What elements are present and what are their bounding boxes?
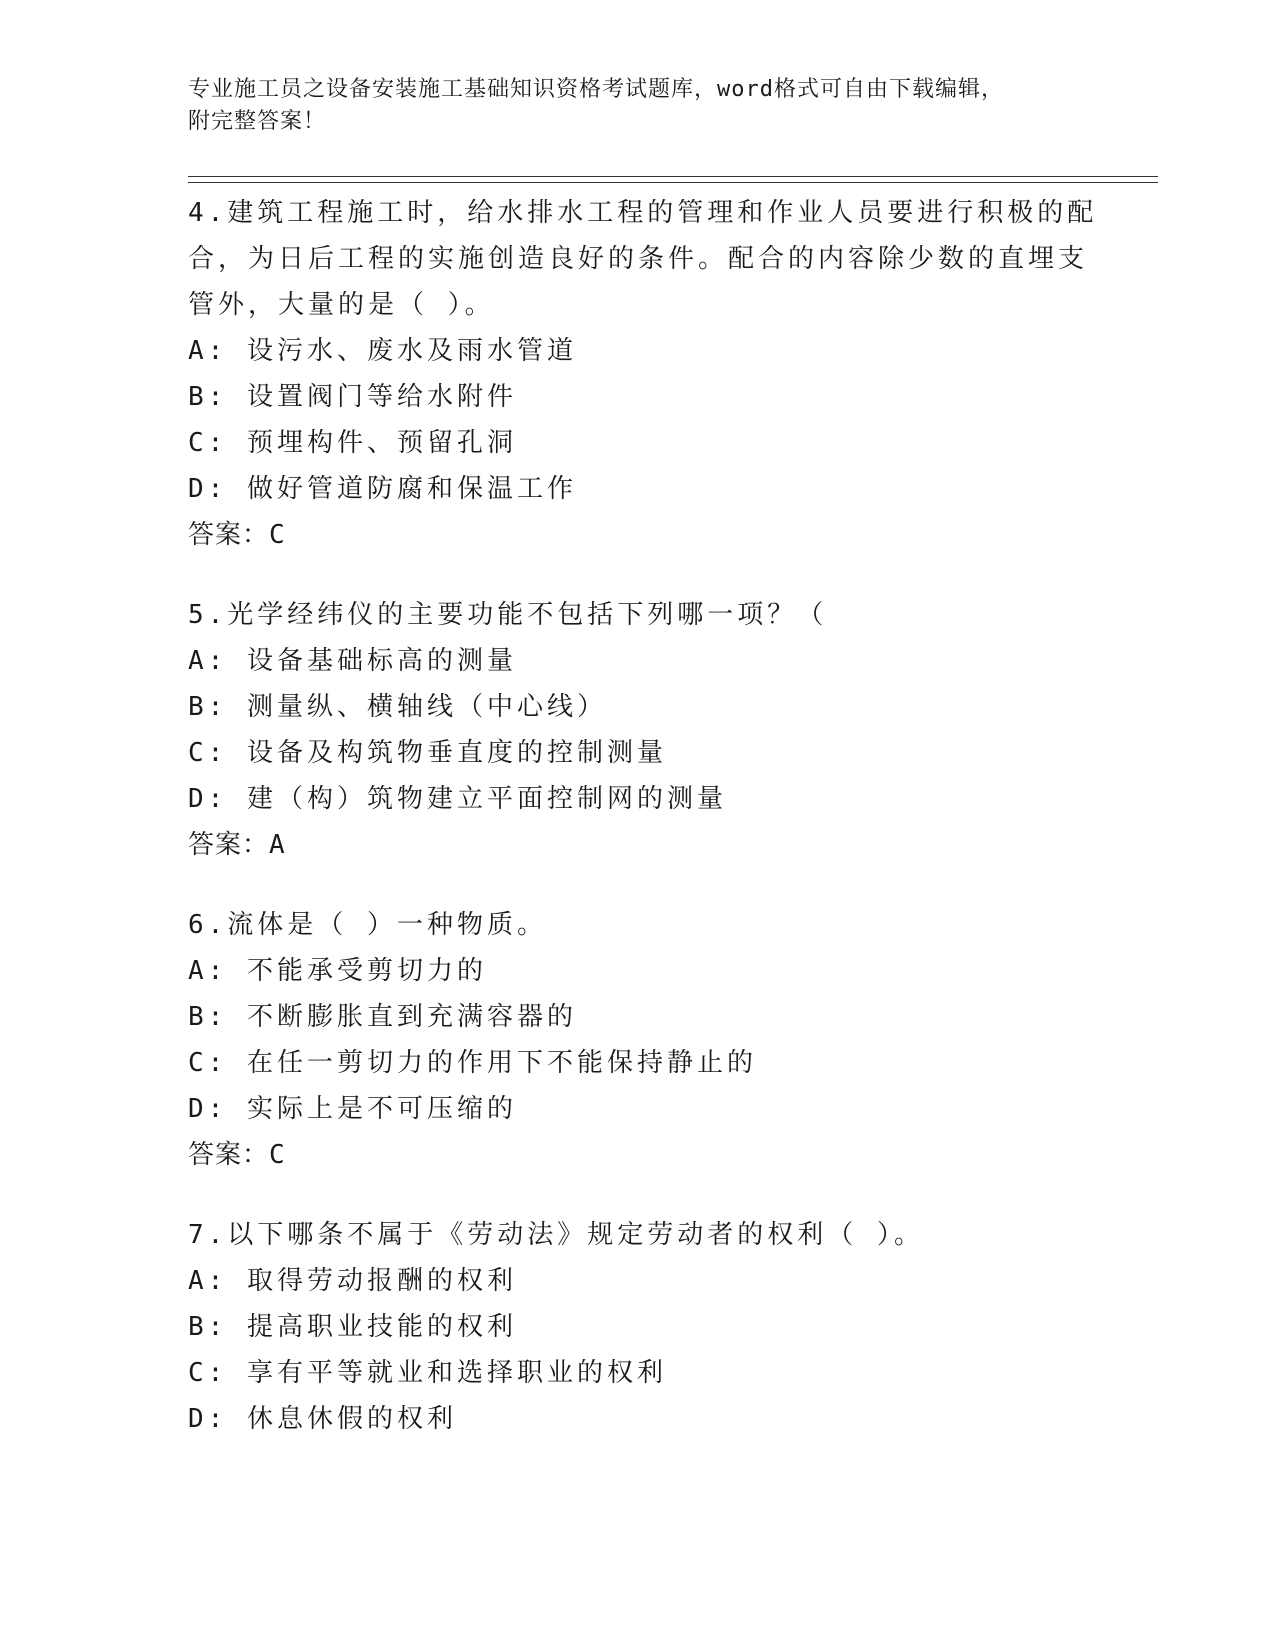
- option-b: B: 不断膨胀直到充满容器的: [188, 1002, 577, 1032]
- question-stem-line: 合，为日后工程的实施创造良好的条件。配合的内容除少数的直埋支: [188, 244, 1089, 274]
- question-stem-line: 5.光学经纬仪的主要功能不包括下列哪一项？（: [188, 600, 828, 630]
- option-c: C: 享有平等就业和选择职业的权利: [188, 1358, 667, 1388]
- option-b: B: 设置阀门等给水附件: [188, 382, 517, 412]
- option-c: C: 设备及构筑物垂直度的控制测量: [188, 738, 667, 768]
- option-d: D: 建（构）筑物建立平面控制网的测量: [188, 784, 727, 814]
- header-line-1: 专业施工员之设备安装施工基础知识资格考试题库，word格式可自由下载编辑，: [188, 77, 1004, 102]
- answer-label: 答案：: [188, 520, 270, 550]
- question-stem-line: 7.以下哪条不属于《劳动法》规定劳动者的权利（ ）。: [188, 1220, 924, 1250]
- question-list: [188, 190, 1098, 1476]
- option-b: B: 测量纵、横轴线（中心线）: [188, 692, 607, 722]
- answer-label: 答案：: [188, 830, 270, 860]
- question-4: [188, 190, 1098, 558]
- header-line-2: 附完整答案！: [188, 109, 327, 134]
- answer-value: A: [269, 830, 286, 860]
- header-double-rule: [188, 176, 1158, 183]
- answer-line: [188, 512, 1088, 558]
- document-header: [188, 74, 1088, 138]
- answer-line: [188, 1132, 1088, 1178]
- option-c: C: 预埋构件、预留孔洞: [188, 428, 517, 458]
- option-c: C: 在任一剪切力的作用下不能保持静止的: [188, 1048, 757, 1078]
- answer-line: [188, 822, 1088, 868]
- option-a: A: 设污水、废水及雨水管道: [188, 336, 577, 366]
- answer-value: C: [269, 1140, 286, 1170]
- question-5: [188, 592, 1088, 868]
- option-d: D: 实际上是不可压缩的: [188, 1094, 517, 1124]
- option-d: D: 休息休假的权利: [188, 1404, 457, 1434]
- answer-label: 答案：: [188, 1140, 270, 1170]
- option-b: B: 提高职业技能的权利: [188, 1312, 517, 1342]
- option-a: A: 取得劳动报酬的权利: [188, 1266, 517, 1296]
- option-a: A: 不能承受剪切力的: [188, 956, 487, 986]
- question-6: [188, 902, 1088, 1178]
- option-d: D: 做好管道防腐和保温工作: [188, 474, 577, 504]
- answer-value: C: [269, 520, 286, 550]
- question-stem-line: 4.建筑工程施工时，给水排水工程的管理和作业人员要进行积极的配: [188, 198, 1098, 228]
- question-7: [188, 1212, 1088, 1442]
- question-stem-line: 6.流体是（ ）一种物质。: [188, 910, 547, 940]
- question-stem-line: 管外，大量的是（ ）。: [188, 290, 495, 320]
- option-a: A: 设备基础标高的测量: [188, 646, 517, 676]
